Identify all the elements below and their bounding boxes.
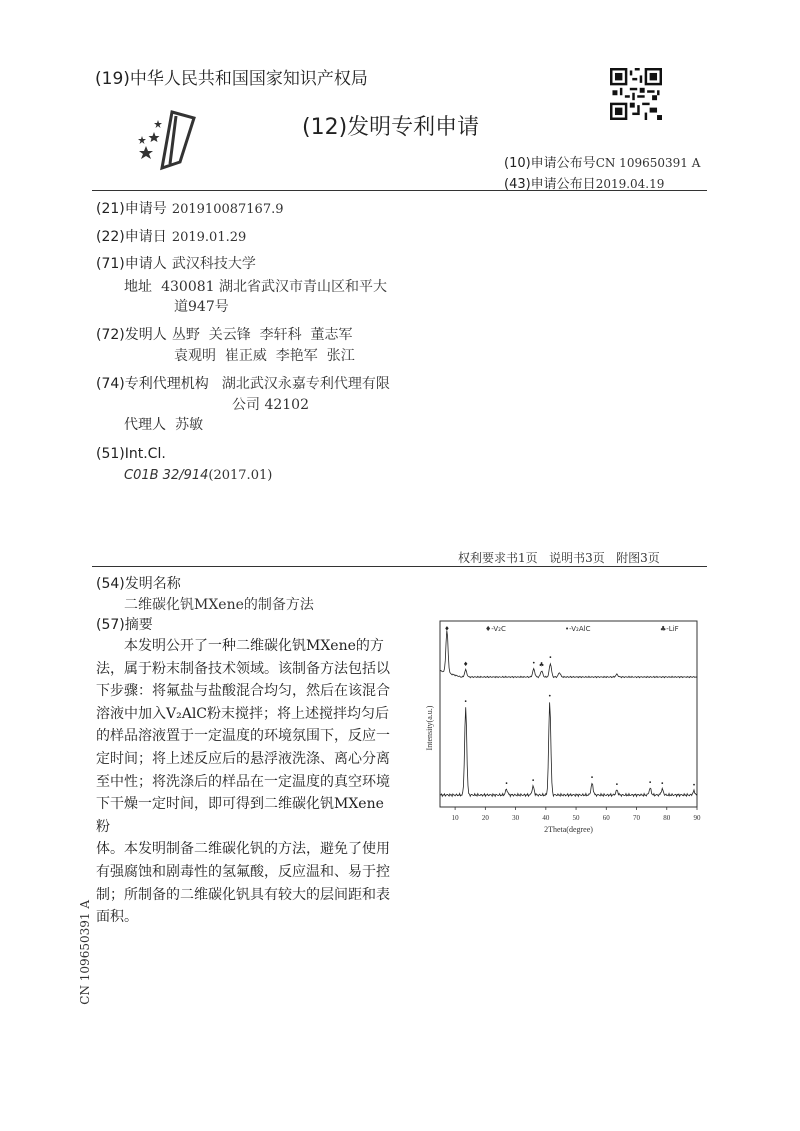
peak-marker: • [504, 780, 509, 788]
legend-entry: ♦-V₂C [485, 625, 506, 633]
address-label: 地址 [124, 279, 152, 295]
xrd-figure [420, 615, 710, 840]
address-line-1: 430081 湖北省武汉市青山区和平大 [161, 279, 387, 295]
intcl-version: (2017.01) [208, 468, 273, 483]
abstract-line: 溶液中加入V₂AlC粉末搅拌；将上述搅拌均匀后 [96, 705, 390, 722]
abstract-body [96, 635, 396, 929]
abstract-line: 面积。 [96, 909, 138, 926]
x-tick-label: 70 [633, 814, 641, 822]
applicant: 武汉科技大学 [171, 256, 256, 272]
qr-code [610, 68, 662, 120]
side-publication-number: CN 109650391 A [78, 900, 92, 1005]
office-name: (19)中华人民共和国国家知识产权局 [95, 69, 368, 89]
x-tick-label: 30 [512, 814, 520, 822]
peak-marker: • [531, 777, 535, 785]
abstract-line: 定时间；将上述反应后的悬浮液洗涤、离心分离 [96, 750, 390, 767]
abstract-line: 的样品溶液置于一定温度的环境氛围下，反应一 [96, 728, 390, 745]
title-label: (54)发明名称 [96, 576, 181, 592]
applicant-label: (71)申请人 [96, 256, 167, 272]
abstract-line: 制；所制备的二维碳化钒具有较大的层间距和表 [96, 886, 390, 903]
x-tick-label: 20 [481, 814, 489, 822]
header-divider [92, 190, 707, 191]
x-tick-label: 40 [542, 814, 550, 822]
peak-marker: • [660, 780, 665, 788]
plot-frame [440, 621, 697, 807]
pages-info: 权利要求书1页 说明书3页 附图3页 [458, 551, 660, 565]
cnipa-logo [132, 102, 208, 178]
abstract-line: 本发明公开了一种二维碳化钒MXene的方 [96, 638, 384, 654]
inventors-label: (72)发明人 [96, 327, 167, 343]
peak-marker: • [648, 779, 652, 787]
body-divider [92, 566, 707, 567]
agency-line-2: 公司 42102 [232, 397, 309, 413]
abstract-line: 下干燥一定时间，即可得到二维碳化钒MXene粉 [96, 796, 384, 835]
y-axis-label: Intensity(a.u.) [425, 705, 434, 751]
xrd-chart [420, 615, 710, 840]
x-tick-label: 10 [451, 814, 459, 822]
legend-entry: ♣-LiF [660, 625, 679, 633]
x-tick-label: 80 [663, 814, 671, 822]
xrd-series-line [440, 631, 697, 678]
xrd-series-line [440, 702, 697, 796]
publication-date: 2019.04.19 [595, 177, 665, 191]
application-number-label: (21)申请号 [96, 201, 167, 217]
abstract-line: 下步骤：将氟盐与盐酸混合均匀，然后在该混合 [96, 683, 390, 700]
abstract-line: 有强腐蚀和剧毒性的氢氟酸，反应温和、易于控 [96, 863, 390, 880]
agent-label: 代理人 [124, 417, 166, 433]
intcl-label: (51)Int.Cl. [96, 446, 166, 462]
application-date-label: (22)申请日 [96, 229, 167, 245]
publication-number-label: (10)申请公布号 [504, 156, 596, 171]
peak-marker: • [531, 659, 536, 667]
abstract-line: 体。本发明制备二维碳化钒的方法，避免了使用 [96, 841, 390, 858]
peak-marker: • [692, 782, 696, 790]
agency-line-1: 湖北武汉永嘉专利代理有限 [221, 376, 390, 392]
address-line-2: 道947号 [174, 299, 229, 315]
peak-marker: • [463, 698, 468, 706]
peak-marker: ♦ [463, 660, 469, 668]
intcl-code: C01B 32/914 [124, 468, 209, 483]
legend-entry: •-V₂AlC [565, 625, 591, 633]
application-date: 2019.01.29 [171, 230, 247, 245]
publication-number: CN 109650391 A [595, 156, 701, 170]
inventors-line-1: 丛野 关云锋 李轩科 董志军 [171, 327, 353, 343]
peak-marker: • [548, 654, 553, 662]
x-tick-label: 50 [572, 814, 580, 822]
application-number: 201910087167.9 [171, 202, 284, 217]
x-axis-label: 2Theta(degree) [544, 825, 593, 834]
invention-title: 二维碳化钒MXene的制备方法 [124, 597, 314, 613]
peak-marker: • [590, 774, 594, 782]
x-tick-label: 90 [693, 814, 701, 822]
peak-marker: • [547, 692, 552, 700]
peak-marker: ♦ [444, 625, 450, 633]
publication-date-label: (43)申请公布日 [504, 177, 596, 192]
document-type: (12)发明专利申请 [302, 115, 480, 140]
x-tick-label: 60 [602, 814, 610, 822]
peak-marker: ♣ [538, 661, 545, 669]
abstract-label: (57)摘要 [96, 617, 153, 633]
agency-label: (74)专利代理机构 [96, 376, 209, 392]
agent: 苏敏 [175, 417, 204, 433]
peak-marker: • [615, 781, 619, 789]
abstract-line: 法，属于粉末制备技术领域。该制备方法包括以 [96, 660, 390, 677]
inventors-line-2: 袁观明 崔正威 李艳军 张江 [174, 348, 355, 364]
abstract-line: 至中性；将洗涤后的样品在一定温度的真空环境 [96, 773, 390, 790]
